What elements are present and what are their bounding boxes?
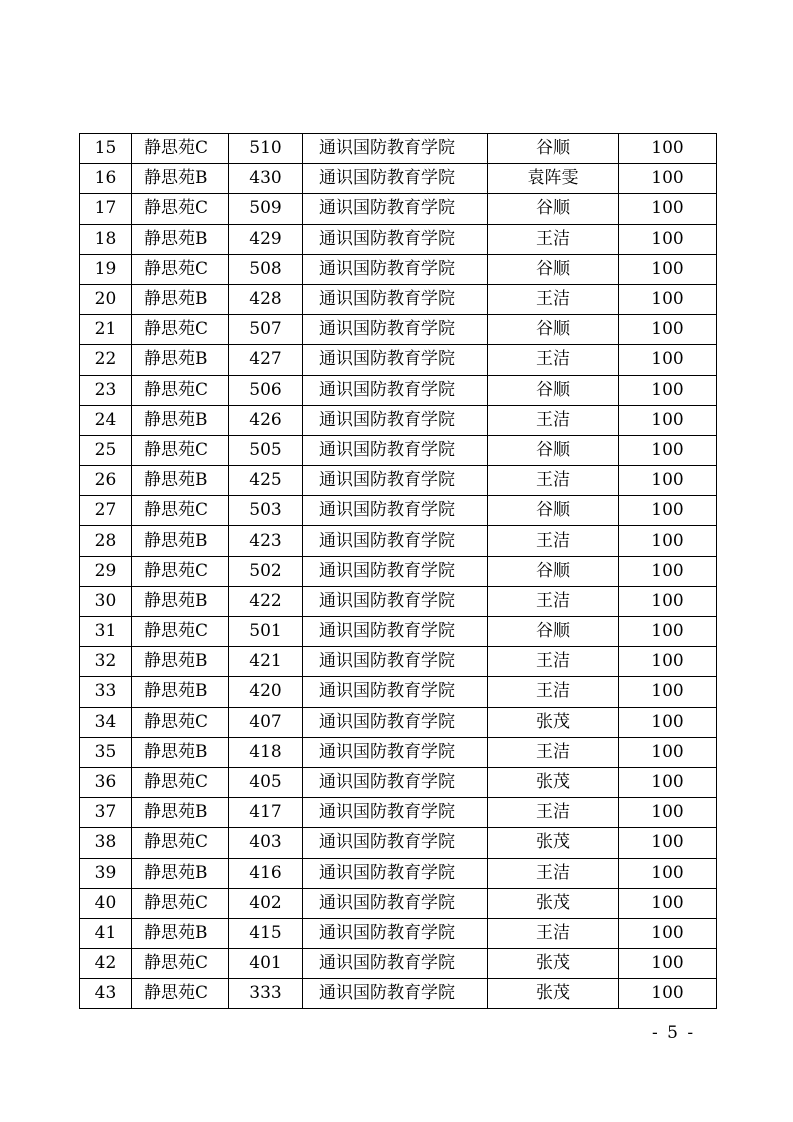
score-cell: 100 [619,617,717,647]
table-row [80,737,717,767]
college-cell: 通识国防教育学院 [303,647,488,677]
building-cell: 静思苑C [132,375,229,405]
score-cell: 100 [619,345,717,375]
row-number-cell: 42 [80,949,132,979]
building-cell: 静思苑B [132,586,229,616]
row-number-cell: 38 [80,828,132,858]
score-cell: 100 [619,435,717,465]
row-number-cell: 18 [80,224,132,254]
person-cell: 张茂 [488,979,619,1009]
person-cell: 王洁 [488,798,619,828]
room-number-cell: 420 [229,677,303,707]
row-number-cell: 22 [80,345,132,375]
college-cell: 通识国防教育学院 [303,979,488,1009]
building-cell: 静思苑C [132,435,229,465]
page-number: - 5 - [652,1023,696,1043]
person-cell: 谷顺 [488,556,619,586]
room-number-cell: 430 [229,164,303,194]
score-cell: 100 [619,375,717,405]
college-cell: 通识国防教育学院 [303,194,488,224]
room-number-cell: 510 [229,134,303,164]
row-number-cell: 17 [80,194,132,224]
room-number-cell: 503 [229,496,303,526]
person-cell: 王洁 [488,224,619,254]
score-cell: 100 [619,918,717,948]
college-cell: 通识国防教育学院 [303,496,488,526]
row-number-cell: 15 [80,134,132,164]
table-row [80,254,717,284]
room-number-cell: 416 [229,858,303,888]
college-cell: 通识国防教育学院 [303,798,488,828]
table-row [80,556,717,586]
college-cell: 通识国防教育学院 [303,586,488,616]
person-cell: 张茂 [488,707,619,737]
table-row [80,466,717,496]
row-number-cell: 32 [80,647,132,677]
room-number-cell: 405 [229,767,303,797]
college-cell: 通识国防教育学院 [303,556,488,586]
building-cell: 静思苑C [132,254,229,284]
table-row [80,526,717,556]
row-number-cell: 36 [80,767,132,797]
row-number-cell: 37 [80,798,132,828]
person-cell: 谷顺 [488,134,619,164]
college-cell: 通识国防教育学院 [303,617,488,647]
score-cell: 100 [619,979,717,1009]
row-number-cell: 41 [80,918,132,948]
table-row [80,617,717,647]
building-cell: 静思苑C [132,194,229,224]
score-cell: 100 [619,164,717,194]
room-number-cell: 506 [229,375,303,405]
score-cell: 100 [619,828,717,858]
college-cell: 通识国防教育学院 [303,858,488,888]
person-cell: 张茂 [488,949,619,979]
building-cell: 静思苑C [132,556,229,586]
person-cell: 谷顺 [488,315,619,345]
college-cell: 通识国防教育学院 [303,737,488,767]
building-cell: 静思苑B [132,466,229,496]
score-cell: 100 [619,254,717,284]
college-cell: 通识国防教育学院 [303,284,488,314]
college-cell: 通识国防教育学院 [303,677,488,707]
table-row [80,707,717,737]
score-cell: 100 [619,466,717,496]
building-cell: 静思苑C [132,707,229,737]
score-cell: 100 [619,677,717,707]
table-row [80,798,717,828]
row-number-cell: 24 [80,405,132,435]
person-cell: 谷顺 [488,194,619,224]
building-cell: 静思苑C [132,496,229,526]
building-cell: 静思苑B [132,526,229,556]
row-number-cell: 39 [80,858,132,888]
building-cell: 静思苑B [132,918,229,948]
college-cell: 通识国防教育学院 [303,435,488,465]
person-cell: 袁阵雯 [488,164,619,194]
score-cell: 100 [619,858,717,888]
row-number-cell: 40 [80,888,132,918]
row-number-cell: 16 [80,164,132,194]
building-cell: 静思苑B [132,737,229,767]
table-row [80,405,717,435]
table-row [80,375,717,405]
building-cell: 静思苑B [132,164,229,194]
room-number-cell: 426 [229,405,303,435]
score-cell: 100 [619,134,717,164]
table-row [80,315,717,345]
row-number-cell: 27 [80,496,132,526]
building-cell: 静思苑C [132,888,229,918]
building-cell: 静思苑C [132,315,229,345]
table-row [80,949,717,979]
score-cell: 100 [619,737,717,767]
table-row [80,586,717,616]
table-row [80,224,717,254]
row-number-cell: 31 [80,617,132,647]
table-row [80,767,717,797]
college-cell: 通识国防教育学院 [303,918,488,948]
person-cell: 谷顺 [488,375,619,405]
college-cell: 通识国防教育学院 [303,707,488,737]
person-cell: 王洁 [488,918,619,948]
score-cell: 100 [619,405,717,435]
person-cell: 王洁 [488,284,619,314]
table-row [80,677,717,707]
person-cell: 王洁 [488,858,619,888]
score-cell: 100 [619,224,717,254]
score-cell: 100 [619,315,717,345]
college-cell: 通识国防教育学院 [303,224,488,254]
room-number-cell: 507 [229,315,303,345]
room-number-cell: 425 [229,466,303,496]
table-row [80,979,717,1009]
building-cell: 静思苑B [132,345,229,375]
room-number-cell: 415 [229,918,303,948]
building-cell: 静思苑B [132,858,229,888]
room-number-cell: 422 [229,586,303,616]
building-cell: 静思苑C [132,949,229,979]
table-row [80,647,717,677]
score-cell: 100 [619,949,717,979]
building-cell: 静思苑C [132,617,229,647]
score-cell: 100 [619,767,717,797]
room-number-cell: 505 [229,435,303,465]
room-number-cell: 508 [229,254,303,284]
room-number-cell: 402 [229,888,303,918]
person-cell: 王洁 [488,345,619,375]
table-row [80,828,717,858]
college-cell: 通识国防教育学院 [303,949,488,979]
room-number-cell: 418 [229,737,303,767]
room-number-cell: 501 [229,617,303,647]
person-cell: 张茂 [488,828,619,858]
table-row [80,134,717,164]
dorm-inspection-table [79,133,717,1009]
college-cell: 通识国防教育学院 [303,466,488,496]
score-cell: 100 [619,888,717,918]
table-row [80,888,717,918]
table-row [80,435,717,465]
score-cell: 100 [619,194,717,224]
person-cell: 王洁 [488,586,619,616]
person-cell: 王洁 [488,405,619,435]
person-cell: 谷顺 [488,496,619,526]
college-cell: 通识国防教育学院 [303,828,488,858]
room-number-cell: 427 [229,345,303,375]
row-number-cell: 20 [80,284,132,314]
college-cell: 通识国防教育学院 [303,315,488,345]
table-row [80,284,717,314]
room-number-cell: 429 [229,224,303,254]
row-number-cell: 29 [80,556,132,586]
row-number-cell: 30 [80,586,132,616]
row-number-cell: 33 [80,677,132,707]
person-cell: 谷顺 [488,435,619,465]
building-cell: 静思苑C [132,767,229,797]
person-cell: 王洁 [488,647,619,677]
person-cell: 张茂 [488,888,619,918]
row-number-cell: 43 [80,979,132,1009]
college-cell: 通识国防教育学院 [303,888,488,918]
building-cell: 静思苑B [132,284,229,314]
table-row [80,496,717,526]
score-cell: 100 [619,798,717,828]
room-number-cell: 502 [229,556,303,586]
college-cell: 通识国防教育学院 [303,134,488,164]
row-number-cell: 28 [80,526,132,556]
row-number-cell: 26 [80,466,132,496]
row-number-cell: 25 [80,435,132,465]
row-number-cell: 34 [80,707,132,737]
table-body [80,134,717,1009]
person-cell: 谷顺 [488,617,619,647]
table-row [80,194,717,224]
building-cell: 静思苑B [132,405,229,435]
score-cell: 100 [619,707,717,737]
building-cell: 静思苑B [132,647,229,677]
room-number-cell: 421 [229,647,303,677]
row-number-cell: 21 [80,315,132,345]
building-cell: 静思苑C [132,134,229,164]
college-cell: 通识国防教育学院 [303,526,488,556]
college-cell: 通识国防教育学院 [303,767,488,797]
college-cell: 通识国防教育学院 [303,375,488,405]
row-number-cell: 35 [80,737,132,767]
score-cell: 100 [619,556,717,586]
room-number-cell: 417 [229,798,303,828]
person-cell: 谷顺 [488,254,619,284]
row-number-cell: 23 [80,375,132,405]
table-row [80,345,717,375]
room-number-cell: 401 [229,949,303,979]
room-number-cell: 333 [229,979,303,1009]
table-row [80,918,717,948]
score-cell: 100 [619,496,717,526]
score-cell: 100 [619,526,717,556]
building-cell: 静思苑B [132,224,229,254]
person-cell: 王洁 [488,737,619,767]
person-cell: 王洁 [488,466,619,496]
building-cell: 静思苑C [132,828,229,858]
college-cell: 通识国防教育学院 [303,345,488,375]
person-cell: 张茂 [488,767,619,797]
score-cell: 100 [619,647,717,677]
room-number-cell: 428 [229,284,303,314]
college-cell: 通识国防教育学院 [303,405,488,435]
person-cell: 王洁 [488,677,619,707]
score-cell: 100 [619,284,717,314]
table-row [80,858,717,888]
room-number-cell: 403 [229,828,303,858]
room-number-cell: 407 [229,707,303,737]
building-cell: 静思苑B [132,798,229,828]
room-number-cell: 423 [229,526,303,556]
college-cell: 通识国防教育学院 [303,254,488,284]
table-row [80,164,717,194]
building-cell: 静思苑B [132,677,229,707]
row-number-cell: 19 [80,254,132,284]
person-cell: 王洁 [488,526,619,556]
room-number-cell: 509 [229,194,303,224]
building-cell: 静思苑C [132,979,229,1009]
college-cell: 通识国防教育学院 [303,164,488,194]
score-cell: 100 [619,586,717,616]
